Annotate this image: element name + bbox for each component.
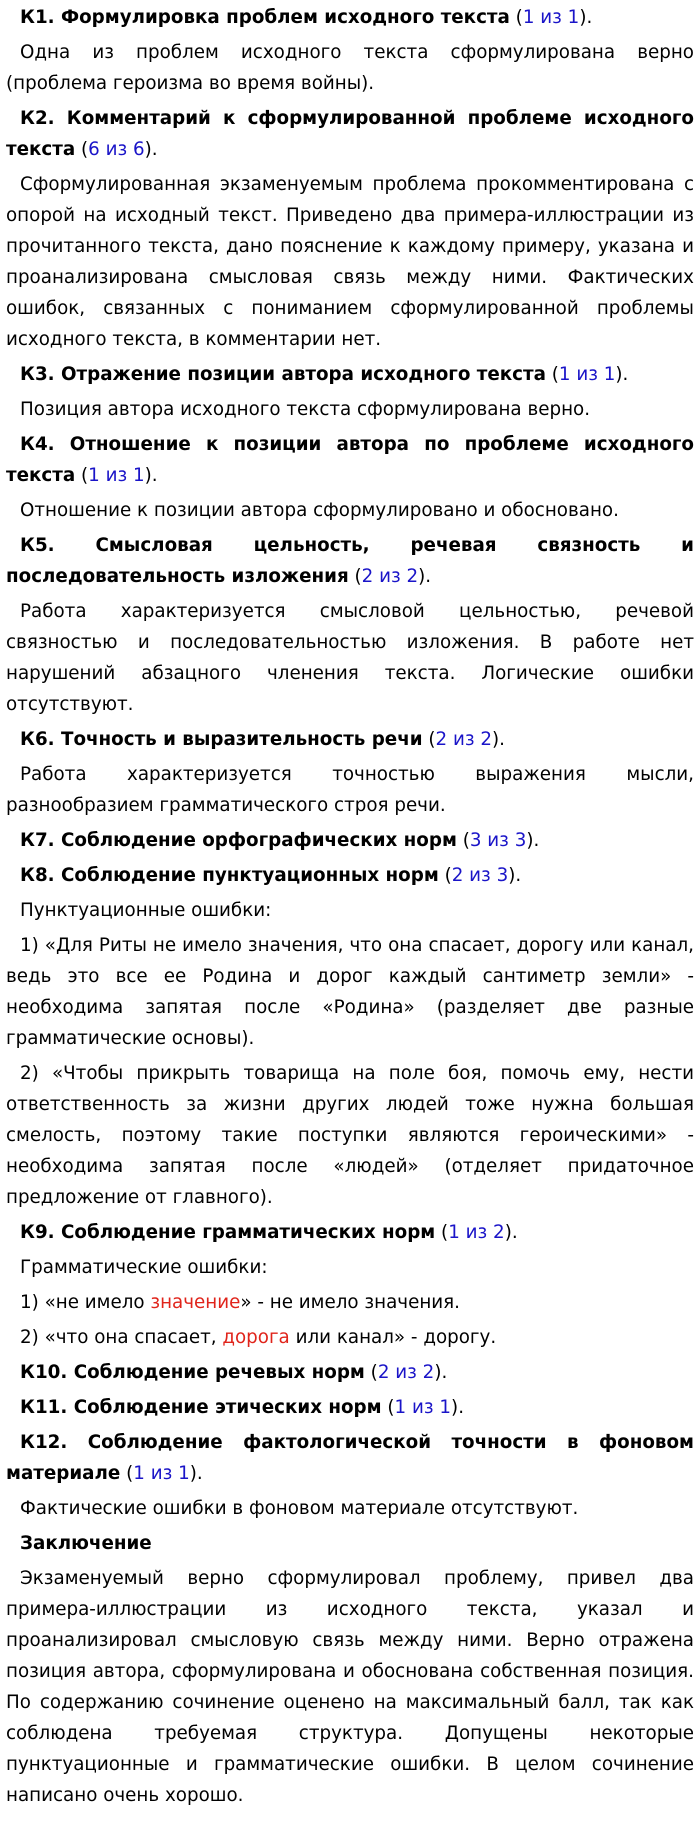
paragraph-text: Работа характеризуется точностью выражения мысли, разнообразием грамматического строя речи.	[6, 764, 694, 816]
criterion-title: К4. Отношение к позиции автора по проблеме исходного текста	[6, 434, 694, 486]
k9-error-1	[6, 1287, 694, 1318]
criterion-end-punct: .	[511, 1222, 518, 1243]
k10-heading: К10. Соблюдение речевых норм (2 из 2).	[20, 1362, 448, 1383]
paragraph-text: Фактические ошибки в фоновом материале отсутствуют.	[20, 1498, 579, 1519]
criterion-title: К9. Соблюдение грамматических норм	[20, 1222, 436, 1243]
criterion-score: 1 из 1	[394, 1397, 452, 1418]
criterion-title: К1. Формулировка проблем исходного текста	[20, 7, 510, 28]
criterion-end-punct: .	[622, 364, 629, 385]
criterion-score: 1 из 1	[133, 1463, 190, 1484]
k7-heading: К7. Соблюдение орфографических норм (3 из 3).	[20, 830, 540, 851]
conclusion-heading	[6, 1528, 694, 1559]
criterion-score: 3 из 3	[469, 830, 527, 851]
criterion-title: К7. Соблюдение орфографических норм	[20, 830, 457, 851]
k1-heading: К1. Формулировка проблем исходного текста (1 из 1).	[20, 7, 593, 28]
k8-error-1	[6, 930, 694, 1054]
example-text: 1) «не имело	[20, 1292, 151, 1313]
criterion-score: 6 из 6	[88, 139, 145, 160]
paragraph-text: 1) «Для Риты не имело значения, что она спасает, дорогу или канал, ведь это все ее Родина и дорог каждый сантиметр земли» - необходима запятая после «Родина» (разделяет две разные грамматические основы).	[6, 935, 694, 1049]
example-text: 2) «что она спасает,	[20, 1327, 223, 1348]
k9-error-2	[6, 1322, 694, 1353]
criterion-title: К5. Смысловая цельность, речевая связность и последовательность изложения	[6, 535, 694, 587]
example-text: » - не имело значения.	[240, 1292, 460, 1313]
k4-comment	[6, 495, 694, 526]
criterion-score: 1 из 1	[522, 7, 580, 28]
k5-heading: К5. Смысловая цельность, речевая связность и последовательность изложения (2 из 2).	[6, 535, 694, 587]
error-word: дорога	[222, 1327, 290, 1348]
k2-heading: К2. Комментарий к сформулированной проблеме исходного текста (6 из 6).	[6, 108, 694, 160]
criterion-title: К6. Точность и выразительность речи	[20, 729, 423, 750]
criterion-score: 2 из 2	[361, 566, 419, 587]
k11-heading: К11. Соблюдение этических норм (1 из 1).	[20, 1397, 464, 1418]
k8-intro	[6, 895, 694, 926]
paragraph-text: Пунктуационные ошибки:	[20, 900, 272, 921]
k3-heading: К3. Отражение позиции автора исходного текста (1 из 1).	[20, 364, 629, 385]
conclusion-text	[6, 1563, 694, 1811]
criterion-title: Заключение	[20, 1533, 152, 1554]
criterion-end-punct: .	[458, 1397, 464, 1418]
k2-comment	[6, 169, 694, 355]
paragraph-text: Грамматические ошибки:	[20, 1257, 268, 1278]
criterion-end-punct: .	[196, 1463, 203, 1484]
k3-comment	[6, 394, 694, 425]
k1-comment	[6, 37, 694, 99]
paragraph-text: Отношение к позиции автора сформулировано и обосновано.	[20, 500, 619, 521]
criterion-end-punct: .	[533, 830, 540, 851]
k9-intro	[6, 1252, 694, 1283]
criterion-score: 2 из 2	[377, 1362, 435, 1383]
k8-error-2	[6, 1058, 694, 1213]
criterion-title: К3. Отражение позиции автора исходного текста	[20, 364, 546, 385]
criterion-end-punct: .	[586, 7, 593, 28]
criterion-score: 1 из 1	[88, 465, 145, 486]
k8-heading: К8. Соблюдение пунктуационных норм (2 из 3).	[20, 865, 522, 886]
criterion-title: К11. Соблюдение этических норм	[20, 1397, 382, 1418]
criterion-title: К8. Соблюдение пунктуационных норм	[20, 865, 439, 886]
criterion-title: К10. Соблюдение речевых норм	[20, 1362, 365, 1383]
k12-heading: К12. Соблюдение фактологической точности в фоновом материале (1 из 1).	[6, 1432, 694, 1484]
criterion-score: 2 из 2	[435, 729, 493, 750]
example-text: или канал» - дорогу.	[289, 1327, 497, 1348]
k4-heading: К4. Отношение к позиции автора по проблеме исходного текста (1 из 1).	[6, 434, 694, 486]
criterion-title: К12. Соблюдение фактологической точности в фоновом материале	[6, 1432, 694, 1484]
paragraph-text: Одна из проблем исходного текста сформулирована верно (проблема героизма во время войны).	[6, 42, 694, 94]
error-word: значение	[150, 1292, 241, 1313]
criterion-end-punct: .	[515, 865, 522, 886]
criterion-end-punct: .	[425, 566, 432, 587]
k5-comment	[6, 596, 694, 720]
paragraph-text: Экзаменуемый верно сформулировал проблему, привел два примера-иллюстрации из исходного текста, указал и проанализировал смысловую связь между ними. Верно отражена позиция автора, сформулирована и обоснована собственная позиция. По содержанию сочинение оценено на максимальный балл, так как соблюдена требуемая структура. Допущены некоторые пунктуационные и грамматические ошибки. В целом сочинение написано очень хорошо.	[6, 1568, 694, 1806]
paragraph-text: Позиция автора исходного текста сформулирована верно.	[20, 399, 591, 420]
criterion-score: 1 из 1	[558, 364, 616, 385]
paragraph-text: 2) «Чтобы прикрыть товарища на поле боя, помочь ему, нести ответственность за жизни других людей тоже нужна большая смелость, поэтому такие поступки являются героическими» - необходима запятая после «людей» (отделяет придаточное предложение от главного).	[6, 1063, 694, 1208]
criterion-end-punct: .	[441, 1362, 448, 1383]
criterion-title: К2. Комментарий к сформулированной проблеме исходного текста	[6, 108, 694, 160]
k12-comment	[6, 1493, 694, 1524]
k9-heading: К9. Соблюдение грамматических норм (1 из 2).	[20, 1222, 518, 1243]
criterion-end-punct: .	[499, 729, 505, 750]
criterion-end-punct: .	[151, 465, 158, 486]
paragraph-text: Сформулированная экзаменуемым проблема прокомментирована с опорой на исходный текст. Приведено два примера-иллюстрации из прочитанного текста, дано пояснение к каждому примеру, указана и проанализирована смысловая связь между ними. Фактических ошибок, связанных с пониманием сформулированной проблемы исходного текста, в комментарии нет.	[6, 174, 694, 350]
k6-heading: К6. Точность и выразительность речи (2 из 2).	[20, 729, 505, 750]
criterion-score: 2 из 3	[451, 865, 509, 886]
paragraph-text: Работа характеризуется смысловой цельностью, речевой связностью и последовательностью изложения. В работе нет нарушений абзацного членения текста. Логические ошибки отсутствуют.	[6, 601, 694, 715]
k6-comment	[6, 759, 694, 821]
criterion-score: 1 из 2	[448, 1222, 505, 1243]
criterion-end-punct: .	[151, 139, 158, 160]
